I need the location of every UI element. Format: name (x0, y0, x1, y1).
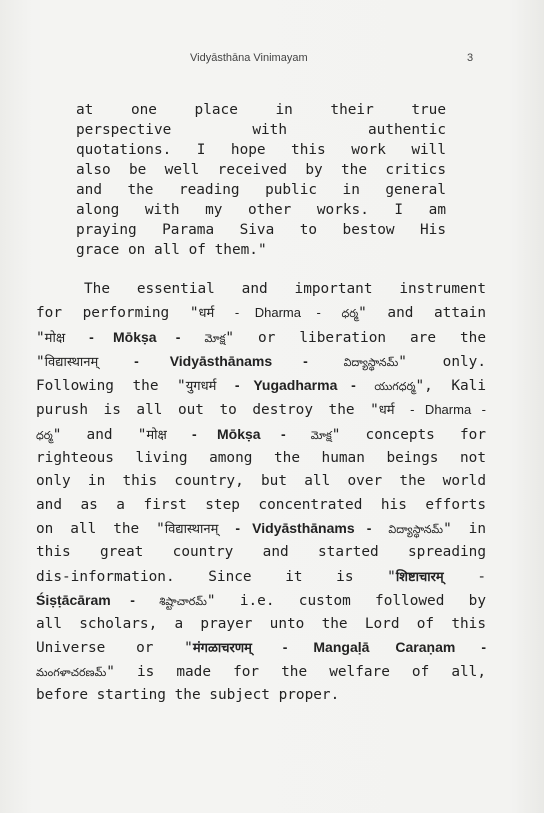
body-text (36, 100, 486, 707)
telugu-term: యుగధర్మ (374, 380, 416, 394)
para-line: righteous living among the human beings not (36, 450, 486, 467)
text-run: " (36, 329, 45, 346)
para-line (36, 517, 486, 541)
text-run: " and " (52, 426, 147, 443)
para-line (36, 301, 486, 325)
para-line: and as a first step concentrated his efforts (36, 496, 486, 513)
telugu-term: మోక్ష (204, 331, 226, 345)
roman-term: - Mōkṣa - (191, 425, 286, 442)
quote-line: quotations. I hope this work will (76, 142, 446, 158)
text-run: Universe or " (36, 640, 193, 657)
paragraph (36, 278, 486, 707)
para-line (36, 326, 486, 350)
devanagari-term: विद्यास्थानम् (164, 520, 219, 536)
roman-term: - Mangaḷā Caraṇam - (282, 639, 486, 656)
para-line: all scholars, a prayer unto the Lord of this (36, 616, 486, 633)
telugu-term: శిష్టాచారమ్ (159, 594, 207, 608)
para-line: before starting the subject proper. (36, 687, 340, 704)
para-line (36, 278, 486, 301)
text-run: - (443, 568, 487, 585)
telugu-term: మంగళాచరణమ్ (36, 665, 107, 679)
devanagari-term: मंगळाचरणम् (192, 640, 252, 656)
text-run: " i.e. custom followed by (206, 592, 486, 609)
text-run: " (36, 353, 45, 370)
devanagari-term: मोक्ष (44, 329, 66, 345)
quote-line: grace on all of them." (76, 242, 267, 258)
text-run: " in (443, 520, 486, 537)
devanagari-term: विद्यास्थानम् (44, 353, 99, 369)
roman-term: - Dharma - (410, 402, 486, 418)
text-run: for performing " (36, 305, 199, 322)
para-line (36, 374, 486, 398)
telugu-term: మోక్ష (310, 428, 332, 442)
roman-term: - Vidyāsthānams - (235, 519, 372, 536)
telugu-term: ధర్మ (36, 428, 53, 442)
text-run: " is made for the welfare of all, (106, 663, 486, 680)
text-run: Following the " (36, 378, 186, 395)
quote-block (36, 100, 446, 260)
quote-line: perspective with authentic (76, 122, 446, 138)
para-line: only in this country, but all over the world (36, 473, 486, 490)
quote-line: and the reading public in general (76, 182, 446, 198)
quote-line: also be well received by the critics (76, 162, 446, 178)
page-number: 3 (467, 52, 474, 64)
para-line (36, 350, 486, 374)
roman-term: Śiṣṭācāram - (36, 591, 135, 608)
roman-term: - Dharma - (234, 305, 321, 321)
quote-line: praying Parama Siva to bestow His (76, 222, 446, 238)
text-run: " only. (398, 353, 486, 370)
para-line (36, 661, 486, 684)
telugu-term: విద్యాస్థానమ్ (343, 355, 399, 369)
devanagari-term: धर्म (198, 305, 215, 321)
para-line (36, 398, 486, 422)
para-line: this great country and started spreading (36, 544, 486, 561)
text-run: ", Kali (415, 378, 486, 395)
devanagari-term: मोक्ष (146, 426, 167, 442)
text-run: dis-information. Since it is " (36, 568, 396, 585)
telugu-term: ధర్మ (341, 307, 359, 321)
para-line (36, 636, 486, 660)
quote-line: along with my other works. I am (76, 202, 446, 218)
quote-line: at one place in their true (76, 102, 446, 118)
text-run: " concepts for (331, 426, 486, 443)
para-line (36, 589, 486, 613)
text-run: The essential and important instrument (84, 281, 486, 297)
devanagari-term: धर्म (378, 402, 395, 418)
text-run: " or liberation are the (225, 329, 486, 346)
roman-term: - Yugadharma - (234, 377, 356, 394)
text-run: " and attain (358, 305, 486, 322)
text-run: on all the " (36, 520, 165, 537)
para-line (36, 565, 486, 589)
devanagari-term: युगधर्म (185, 378, 217, 394)
text-run: purush is all out to destroy the " (36, 402, 379, 419)
page-header (0, 52, 544, 70)
devanagari-term: शिष्टाचारम् (395, 568, 444, 584)
roman-term: - Vidyāsthānams - (134, 352, 308, 369)
running-title: Vidyāsthāna Vinimayam (190, 52, 308, 64)
para-line (36, 423, 486, 447)
telugu-term: విద్యాస్థానమ్ (388, 522, 444, 536)
roman-term: - Mōkṣa - (89, 328, 181, 345)
